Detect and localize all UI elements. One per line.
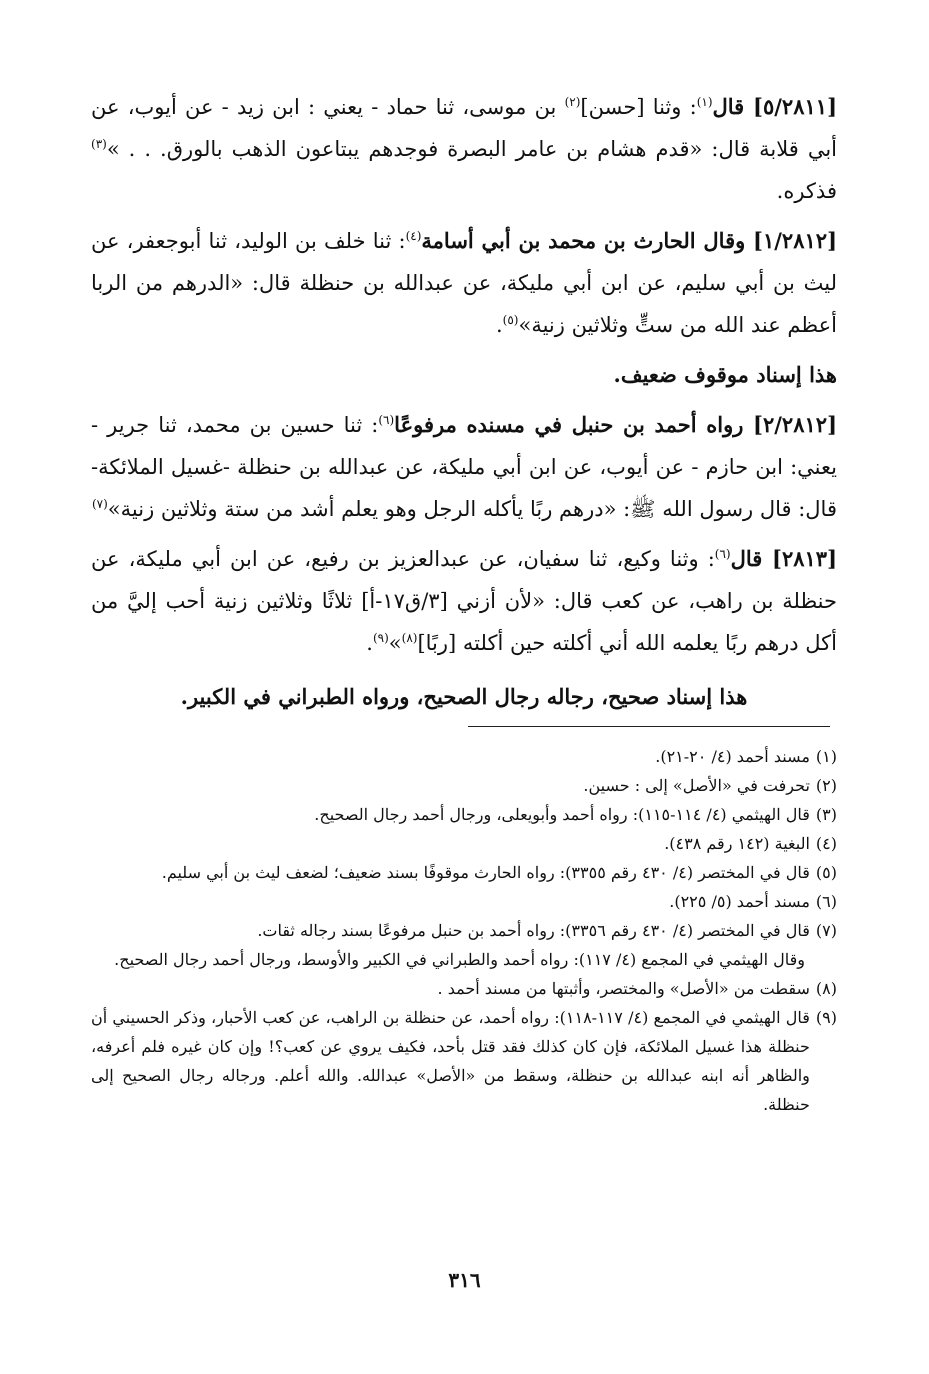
hadith-text: بن موسى، ثنا حماد - يعني : ابن زيد - عن أيوب، عن أبي قلابة قال: «قدم هشام بن عامر البصرة فوجدهم يبتاعون الذهب بالورق. . . » (91, 95, 837, 161)
hadith-ref: [١/٢٨١٢] وقال الحارث بن محمد بن أبي أسامة (421, 228, 837, 253)
hadith-text: فذكره. (776, 179, 837, 203)
main-text (91, 86, 837, 739)
footnote-ref: (٩) (372, 631, 389, 645)
footnote (91, 974, 837, 1003)
footnote-text: قال الهيثمي في المجمع (٤/ ١١٧-١١٨): رواه أحمد، عن حنظلة بن الراهب، عن كعب الأحبار، وذكر الحسيني أن حنظلة هذا غسيل الملائكة، فإن كان كذلك فقد قتل بأحد، فكيف يروي عن كعب؟! وإن كان غيره فلم أعرفه، والظاهر أنه ابنه عبدالله بن حنظلة، وسقط من «الأصل» عبدالله. والله أعلم. ورجاله رجال الصحيح إلى حنظلة. (91, 1008, 810, 1114)
isnad-verdict: هذا إسناد صحيح، رجاله رجال الصحيح، ورواه الطبراني في الكبير. (180, 684, 748, 709)
footnote-text: مسند أحمد (٥/ ٢٢٥). (669, 892, 810, 911)
footnote-number: (٤) (815, 834, 837, 853)
hadith-2812-1 (91, 220, 837, 346)
footnote-text: تحرفت في «الأصل» إلى : حسين. (583, 776, 810, 795)
footnote-text: سقطت من «الأصل» والمختصر، وأثبتها من مسند أحمد . (437, 979, 810, 998)
footnote-ref: (٦) (378, 413, 395, 427)
footnote-number: (٩) (815, 1008, 837, 1027)
footnote-ref: (٨) (401, 631, 418, 645)
footnote-number: (٦) (815, 892, 837, 911)
footnote-number: (٢) (815, 776, 837, 795)
hadith-text: . (366, 631, 373, 655)
footnote-text: قال في المختصر (٤/ ٤٣٠ رقم ٣٣٥٥): رواه الحارث موقوفًا بسند ضعيف؛ لضعف ليث بن أبي سليم. (161, 863, 810, 882)
isnad-verdict: هذا إسناد موقوف ضعيف. (613, 362, 837, 387)
hadith-ref: [٥/٢٨١١] قال (712, 94, 837, 119)
footnotes (91, 742, 837, 1119)
hadith-2813 (91, 538, 837, 664)
hadith-text: » (388, 631, 402, 655)
footnote-number: (٣) (815, 805, 837, 824)
footnote-number: (٨) (815, 979, 837, 998)
footnote-number: (٧) (815, 921, 837, 940)
hadith-text: : ثنا حسين بن محمد، ثنا جرير - يعني: ابن حازم - عن أيوب، عن ابن أبي مليكة، عن عبدالله بن حنظلة -غسيل الملائكة- قال: قال رسول الله ﷺ: «درهم ربًا يأكله الرجل وهو يعلم أشد من ستة وثلاثين زنية» (91, 413, 837, 521)
hadith-text: : وثنا وكيع، ثنا سفيان، عن عبدالعزيز بن رفيع، عن ابن أبي مليكة، عن حنظلة بن راهب، عن كعب قال: «لأن أزني [٣/ق١٧-أ] ثلاثًا وثلاثين زنية أحب إليَّ من أكل درهم ربًا يعلمه الله أني أكلته حين أكلته [ربًا] (91, 547, 837, 655)
footnote (91, 858, 837, 887)
hadith-ref: [٢/٢٨١٢] رواه أحمد بن حنبل في مسنده مرفوعًا (394, 412, 837, 437)
footnote-ref: (٦) (714, 547, 731, 561)
footnote (91, 742, 837, 771)
hadith-2812-2 (91, 404, 837, 530)
footnote-ref: (٣) (91, 137, 107, 151)
footnote (91, 887, 837, 916)
footnote-ref: (٤) (405, 229, 422, 243)
hadith-text: : ثنا خلف بن الوليد، ثنا أبوجعفر، عن ليث بن أبي سليم، عن ابن أبي مليكة، عن عبدالله بن حنظلة قال: «الدرهم من الربا أعظم عند الله من ستٍّ وثلاثين زنية» (91, 229, 837, 337)
footnote-ref: (١) (696, 95, 713, 109)
footnote-ref: (٧) (91, 497, 108, 511)
footnote-continuation: وقال الهيثمي في المجمع (٤/ ١١٧): رواه أحمد والطبراني في الكبير والأوسط، ورجال أحمد رجال الصحيح. (114, 950, 805, 969)
footnote-text: مسند أحمد (٤/ ٢٠-٢١). (655, 747, 810, 766)
footnote-text: البغية (١٤٢ رقم ٤٣٨). (664, 834, 810, 853)
footnote-number: (٥) (815, 863, 837, 882)
page-number: ٣١٦ (448, 1268, 481, 1292)
footnote (91, 1003, 837, 1119)
footnote-ref: (٢) (564, 95, 581, 109)
footnote-number: (١) (815, 747, 837, 766)
footnote-text: قال في المختصر (٤/ ٤٣٠ رقم ٣٣٥٦): رواه أحمد بن حنبل مرفوعًا بسند رجاله ثقات. (257, 921, 810, 940)
hadith-text: . (495, 313, 503, 337)
hadith-text: : وثنا [حسن] (580, 95, 697, 119)
footnote (91, 800, 837, 829)
hadith-ref: [٢٨١٣] قال (730, 546, 837, 571)
footnote (91, 916, 837, 945)
footnote-ref: (٥) (502, 313, 519, 327)
footnote (91, 829, 837, 858)
footnote-divider (468, 726, 830, 727)
hadith-2811-5 (91, 86, 837, 212)
footnote (91, 771, 837, 800)
footnote-text: قال الهيثمي (٤/ ١١٤-١١٥): رواه أحمد وأبويعلى، ورجال أحمد رجال الصحيح. (314, 805, 810, 824)
